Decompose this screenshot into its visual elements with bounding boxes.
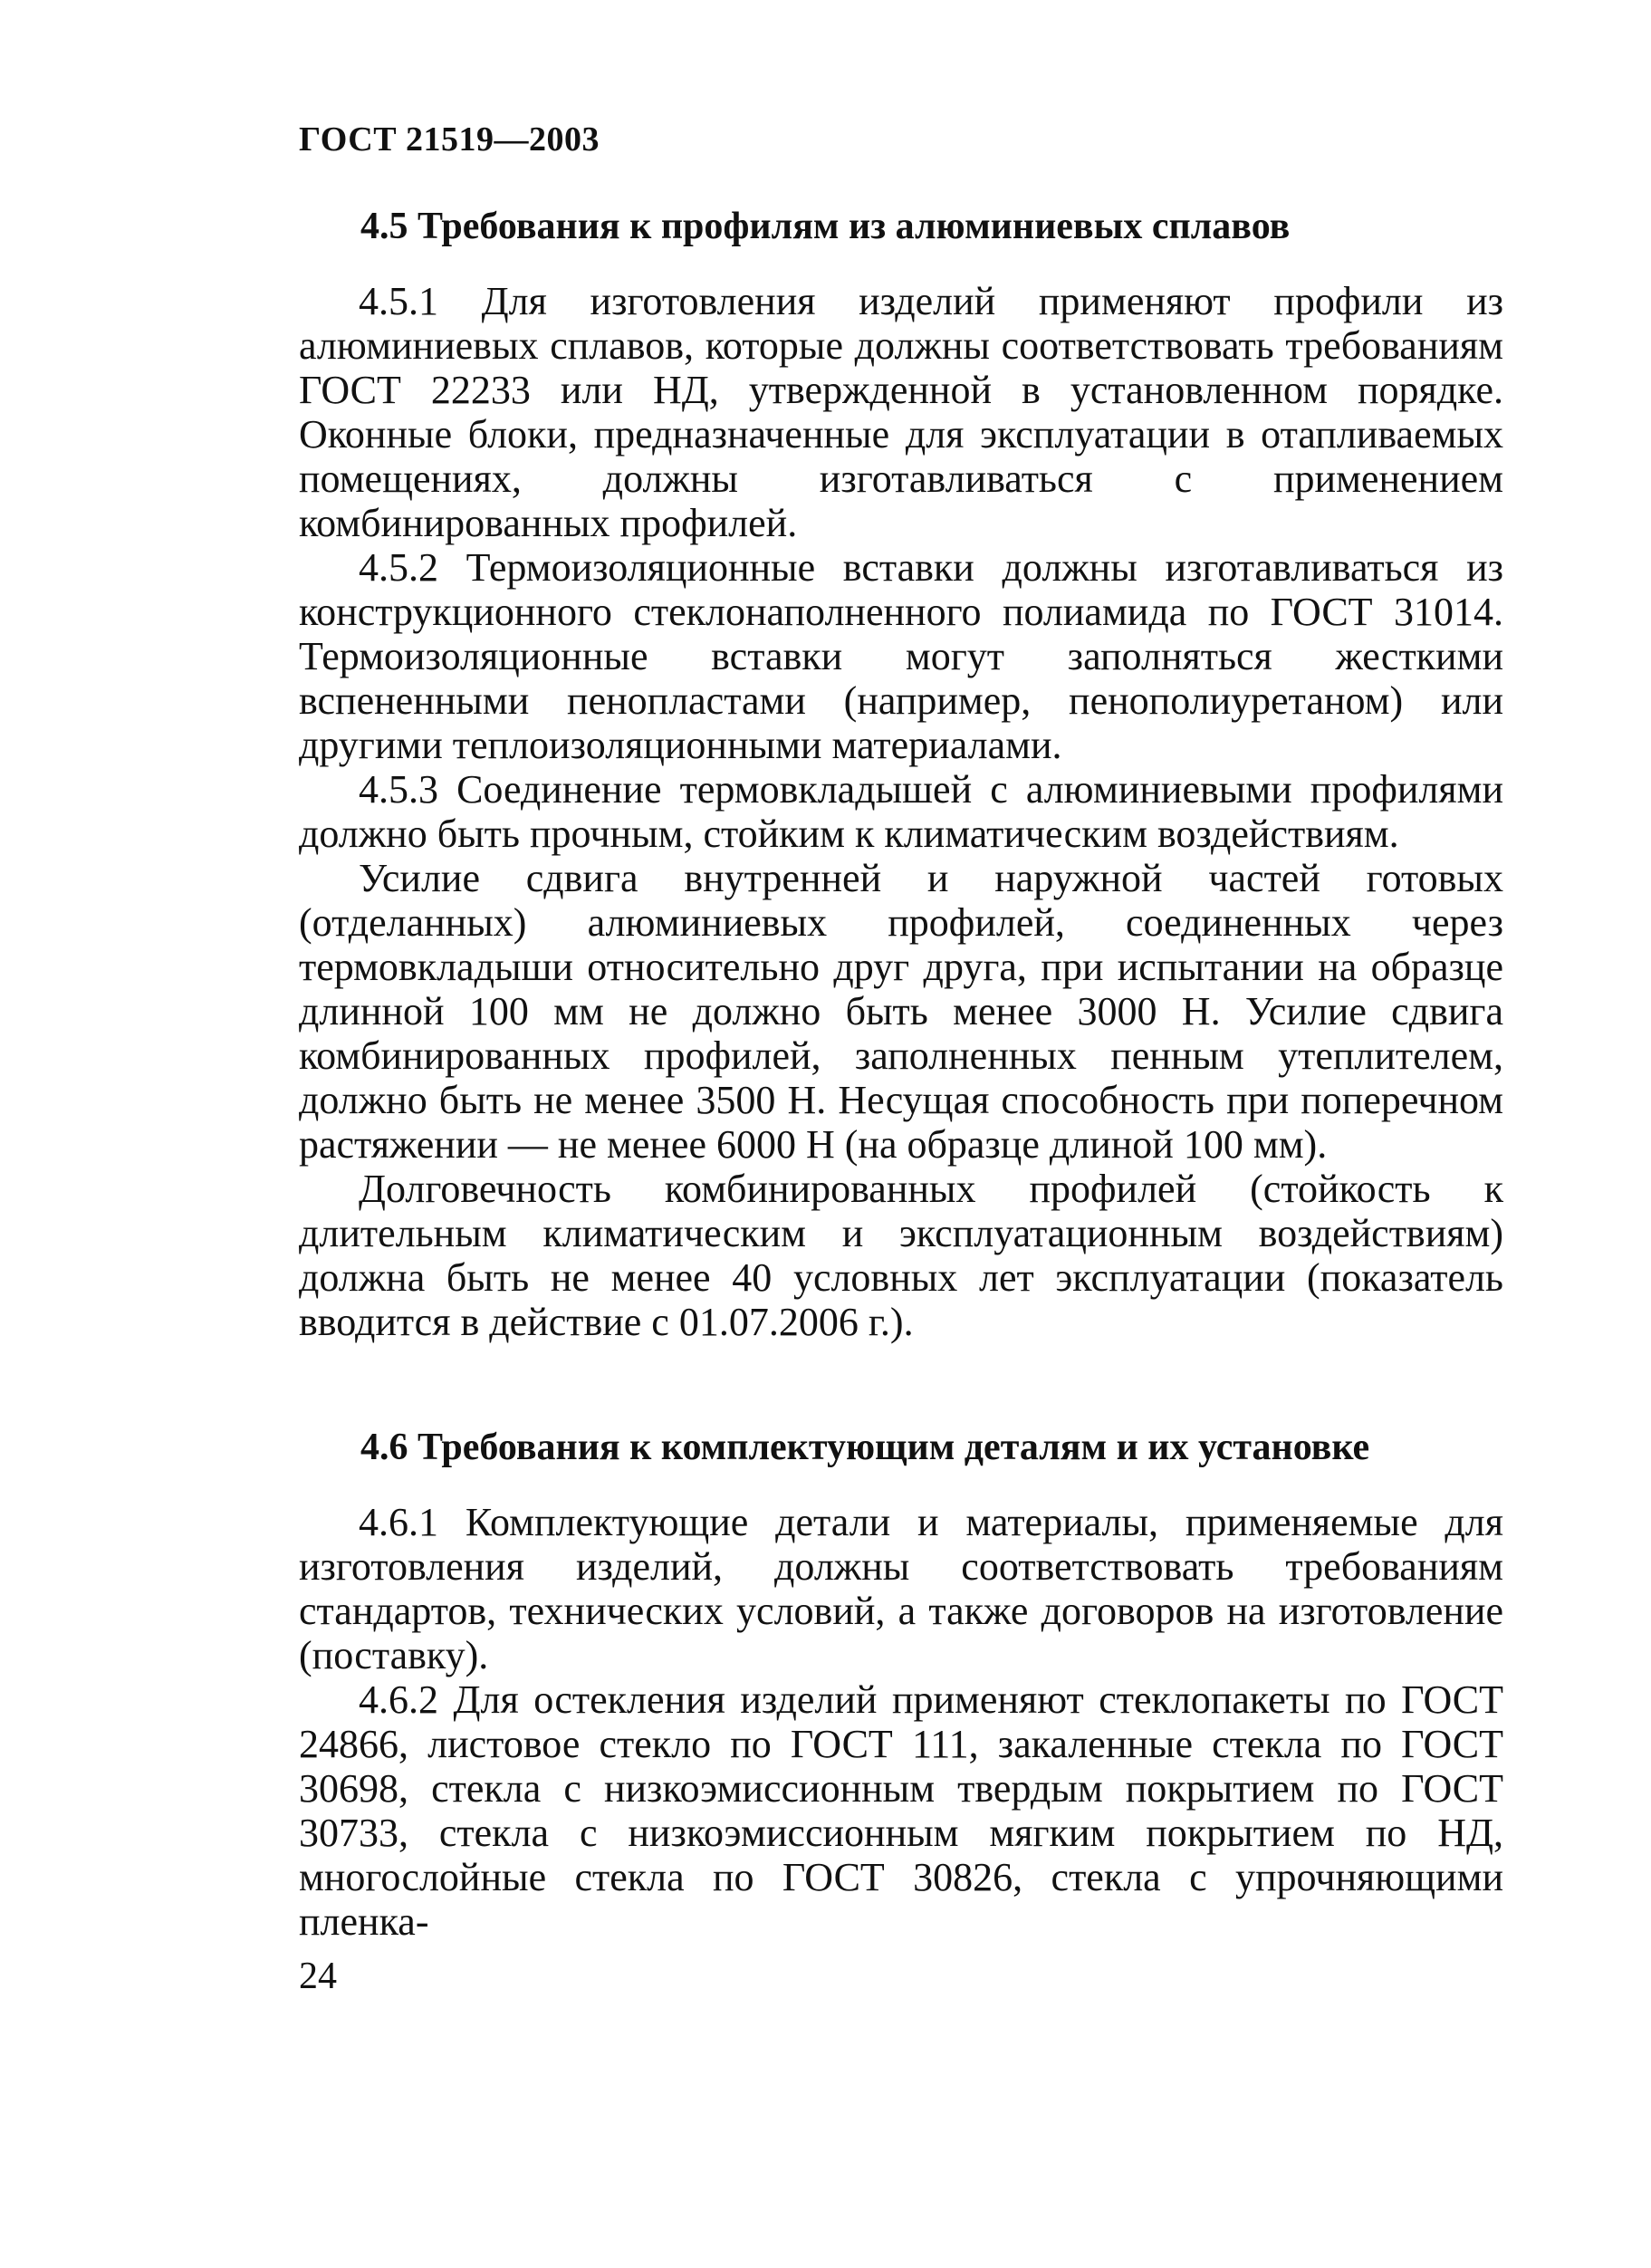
section-4-6 (299, 1422, 1503, 1944)
paragraph-durability: Долговечность комбинированных профилей (стойкость к длительным климатическим и эксплуатационным воздействиям) должна быть не менее 40 условных лет эксплуатации (показатель вводится в действие с 01.07.2006 г.). (299, 1167, 1503, 1344)
paragraph-4-5-1: 4.5.1 Для изготовления изделий применяют профили из алюминиевых сплавов, которые должны соответствовать требованиям ГОСТ 22233 или НД, утвержденной в установленном порядке. Оконные блоки, предназначенные для эксплуатации в отапливаемых помещениях, должны изготавливаться с применением комбинированных профилей. (299, 279, 1503, 545)
page-number: 24 (299, 1956, 337, 1997)
paragraph-4-6-2: 4.6.2 Для остекления изделий применяют стеклопакеты по ГОСТ 24866, листовое стекло по ГОСТ 111, закаленные стекла по ГОСТ 30698, стекла с низкоэмиссионным твердым покрытием по ГОСТ 30733, стекла с низкоэмиссионным мягким покрытием по НД, многослойные стекла по ГОСТ 30826, стекла с упрочняющими пленка- (299, 1677, 1503, 1944)
section-title: 4.5 Требования к профилям из алюминиевых сплавов (360, 206, 1291, 247)
document-code-header: ГОСТ 21519—2003 (299, 120, 600, 159)
paragraph-4-6-1: 4.6.1 Комплектующие детали и материалы, применяемые для изготовления изделий, должны соответствовать требованиям стандартов, технических условий, а также договоров на изготовление (поставку). (299, 1500, 1503, 1677)
section-title: 4.6 Требования к комплектующим деталям и их установке (360, 1427, 1370, 1468)
paragraph-4-5-3: 4.5.3 Соединение термовкладышей с алюминиевыми профилями должно быть прочным, стойким к климатическим воздействиям. (299, 767, 1503, 856)
document-page (299, 0, 1503, 2268)
paragraph-shear-force: Усилие сдвига внутренней и наружной частей готовых (отделанных) алюминиевых профилей, соединенных через термовкладыши относительно друг друга, при испытании на образце длинной 100 мм не должно быть менее 3000 Н. Усилие сдвига комбинированных профилей, заполненных пенным утеплителем, должно быть не менее 3500 Н. Несущая способность при поперечном растяжении — не менее 6000 Н (на образце длиной 100 мм). (299, 856, 1503, 1167)
paragraph-4-5-2: 4.5.2 Термоизоляционные вставки должны изготавливаться из конструкционного стеклонаполненного полиамида по ГОСТ 31014. Термоизоляционные вставки могут заполняться жесткими вспененными пенопластами (например, пенополиуретаном) или другими теплоизоляционными материалами. (299, 545, 1503, 767)
section-4-5 (299, 201, 1503, 1344)
